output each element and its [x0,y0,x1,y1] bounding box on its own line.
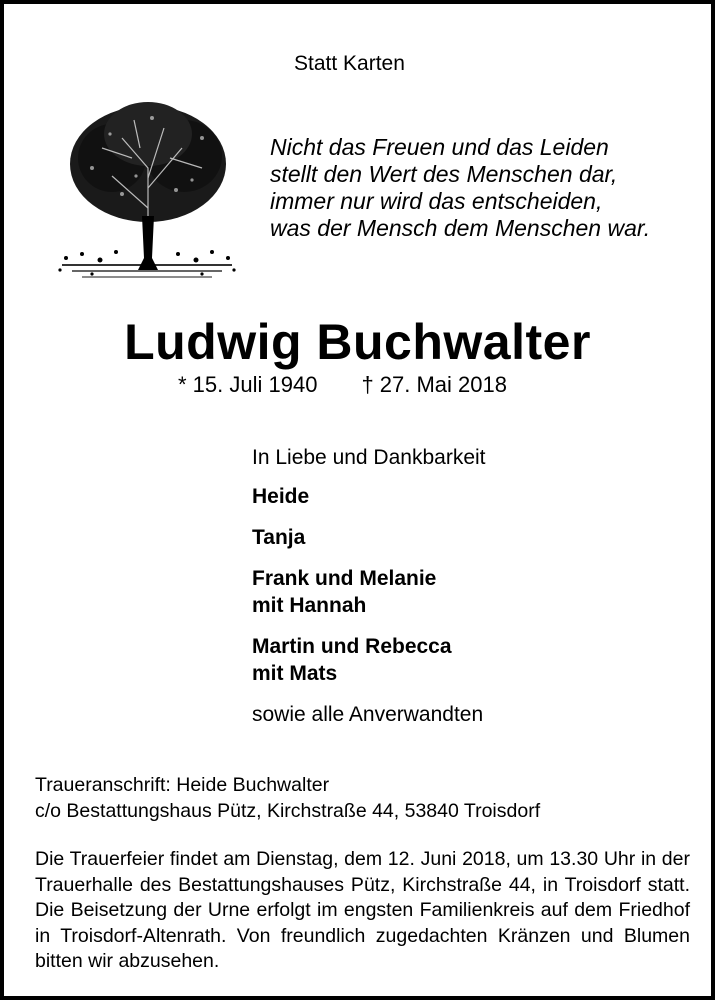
mourning-address [35,772,540,824]
poem-line: stellt den Wert des Menschen dar, [270,161,618,187]
ceremony-info: Die Trauerfeier findet am Dienstag, dem 12. Juni 2018, um 13.30 Uhr in der Trauerhalle des Bestattungshauses Pütz, Kirchstraße 44, in Troisdorf statt. Die Beisetzung der Urne erfolgt im engsten Familienkreis auf dem Friedhof in Troisdorf-Altenrath. Von freundlich zugedachten Kränzen und Blumen bitten wir abzusehen. [35,848,690,972]
mourner-name: Martin und Rebecca [252,635,452,658]
poem-line: was der Mensch dem Menschen war. [270,215,651,241]
mourners-intro: In Liebe und Dankbarkeit [252,446,486,469]
tree-illustration-icon [52,98,242,286]
mourner-name: Heide [252,485,310,508]
mourner-group [252,483,486,510]
statt-karten-label: Statt Karten [294,52,405,75]
address-line: Traueranschrift: Heide Buchwalter [35,774,330,796]
mourner-group [252,633,486,687]
mourner-name: mit Mats [252,662,338,685]
poem-line: Nicht das Freuen und das Leiden [270,134,609,160]
deceased-name: Ludwig Buchwalter [124,314,591,370]
mourners-list [252,444,486,742]
birth-date: * 15. Juli 1940 [178,372,318,397]
poem [270,134,650,242]
death-date: † 27. Mai 2018 [361,372,507,397]
mourner-name: Frank und Melanie [252,567,437,590]
poem-line: immer nur wird das entscheiden, [270,188,603,214]
mourner-group [252,565,486,619]
address-line: c/o Bestattungshaus Pütz, Kirchstraße 44, 53840 Troisdorf [35,800,541,822]
mourners-closing: sowie alle Anverwandten [252,703,484,726]
life-dates [178,372,507,398]
mourner-group [252,524,486,551]
mourner-name: mit Hannah [252,594,367,617]
mourner-name: Tanja [252,526,306,549]
